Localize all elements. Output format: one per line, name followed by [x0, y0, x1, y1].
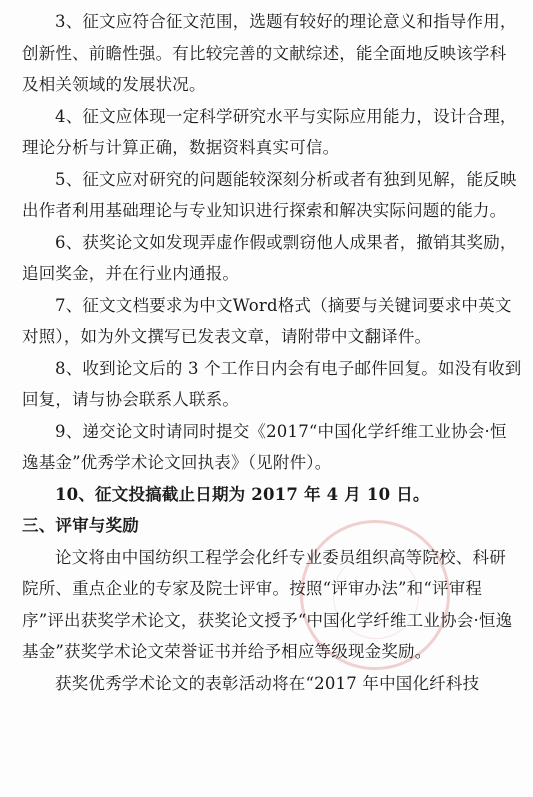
requirement-item-5: 5、征文应对研究的问题能较深刻分析或者有独到见解，能反映出作者利用基础理论与专业知识进行探索和解决实际问题的能力。: [22, 169, 517, 220]
requirement-item-8: 8、收到论文后的 3 个工作日内会有电子邮件回复。如没有收到回复，请与协会联系人联系。: [22, 358, 522, 409]
requirement-item-6: 6、获奖论文如发现弄虚作假或剽窃他人成果者，撤销其奖励，追回奖金，并在行业内通报。: [22, 232, 517, 283]
requirement-item-7: 7、征文文档要求为中文Word格式（摘要与关键词要求中英文对照），如为外文撰写已发表文章，请附带中文翻译件。: [22, 295, 512, 346]
requirement-item-9: 9、递交论文时请同时提交《2017“中国化学纤维工业协会·恒逸基金”优秀学术论文回执表》（见附件）。: [22, 421, 507, 472]
section-heading-review-awards: 三、评审与奖励: [22, 516, 139, 535]
document-body: [22, 6, 522, 699]
review-paragraph: 论文将由中国纺织工程学会化纤专业委员组织高等院校、科研院所、重点企业的专家及院士评审。按照“评审办法”和“评审程序”评出获奖学术论文，获奖论文授予“中国化学纤维工业协会·恒逸基金”获奖学术论文荣誉证书并给予相应等级现金奖励。: [22, 547, 513, 661]
submission-deadline: 10、征文投搞截止日期为 2017 年 4 月 10 日。: [55, 484, 430, 504]
award-ceremony-paragraph: 获奖优秀学术论文的表彰活动将在“2017 年中国化纤科技: [55, 673, 480, 693]
requirement-item-3: 3、征文应符合征文范围，选题有较好的理论意义和指导作用，创新性、前瞻性强。有比较完善的文献综述，能全面地反映该学科及相关领域的发展状况。: [22, 12, 517, 94]
requirement-item-4: 4、征文应体现一定科学研究水平与实际应用能力，设计合理，理论分析与计算正确，数据资料真实可信。: [22, 106, 517, 157]
